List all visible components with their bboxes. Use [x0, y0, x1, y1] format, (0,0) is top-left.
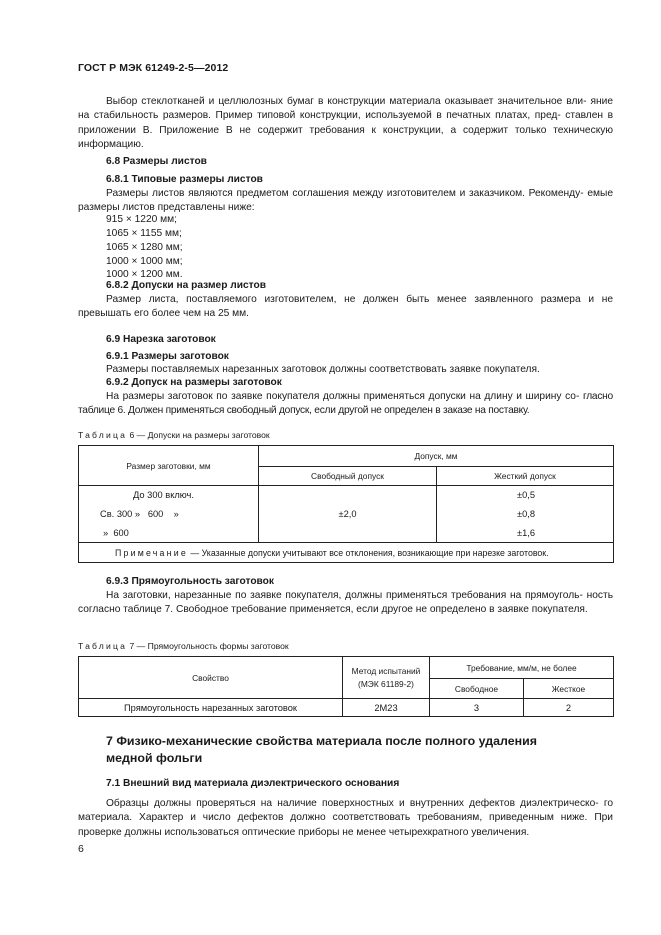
text-line: Размер листа, поставляемого изготовителем, не должен быть менее заявленного размера и не — [106, 294, 613, 305]
section-6-8-2-title: 6.8.2 Допуски на размер листов — [106, 280, 266, 291]
table-header-strict: Жесткое — [524, 679, 614, 699]
table-cell-sizes — [79, 486, 259, 543]
intro-line: техническую информацию. — [78, 124, 613, 150]
section-6-9-1-title: 6.9.1 Размеры заготовок — [106, 351, 229, 362]
table-7-caption — [78, 641, 289, 651]
caption-word: Таблица — [78, 641, 128, 651]
table-row-size: » 600 — [103, 528, 129, 538]
table-header-method — [343, 657, 430, 699]
table-6 — [78, 445, 614, 563]
text-line: На заготовки, нарезанные по заявке покупателя, должны применяться требования на прямоуголь- — [106, 590, 583, 601]
table-cell-strict: 2 — [524, 699, 614, 717]
section-6-9-1-text: Размеры поставляемых нарезанных заготовок должны соответствовать заявке покупателя. — [106, 364, 540, 375]
section-6-9-2-text — [78, 390, 613, 419]
text-line: го материала. Характер и число дефектов должно соответствовать требованиям, приведенным ниже. — [78, 798, 613, 824]
section-6-9-title: 6.9 Нарезка заготовок — [106, 334, 216, 345]
text-line: покупателя. — [531, 604, 588, 616]
table-cell-free: 3 — [430, 699, 524, 717]
section-6-9-3-text — [78, 589, 613, 618]
size-item: 1000 × 1200 мм. — [106, 269, 183, 280]
section-6-8-1-text — [78, 187, 613, 216]
text-line: превышать его более чем на 25 мм. — [78, 308, 249, 320]
table-cell-free: ±2,0 — [259, 486, 437, 543]
table-cell-strict — [437, 486, 614, 543]
intro-paragraph — [78, 95, 613, 152]
caption-text: 6 — Допуски на размеры заготовок — [127, 430, 270, 440]
document-header: ГОСТ Р МЭК 61249-2-5—2012 — [78, 62, 229, 74]
intro-line: ставлен в приложении В. Приложение В не содержит требования к конструкции, а содержит только — [78, 110, 613, 136]
table-header-property: Свойство — [79, 657, 343, 699]
caption-word: Таблица — [78, 430, 128, 440]
section-6-8-2-text — [78, 293, 613, 322]
title-line: 7 Физико-механические свойства материала после полного удаления — [106, 734, 537, 748]
text-line: гласно таблице 6. Должен применяться свободный допуск, если другой не определен в заказе на поставку. — [78, 391, 613, 417]
table-header-free: Свободное — [430, 679, 524, 699]
caption-text: 7 — Прямоугольность формы заготовок — [127, 641, 289, 651]
text-line: емые размеры листов представлены ниже: — [78, 188, 613, 214]
header-text: Метод испытаний — [351, 665, 421, 676]
section-6-9-2-title: 6.9.2 Допуск на размеры заготовок — [106, 377, 282, 388]
table-row-size: Св. 300 » 600 » — [100, 509, 179, 519]
table-6-note — [79, 543, 614, 563]
table-6-caption — [78, 430, 270, 440]
table-header-group: Требование, мм/м, не более — [430, 657, 614, 679]
intro-line: яние на стабильность размеров. Пример типовой конструкции, используемой в печатных платах, пред- — [78, 96, 613, 122]
table-header-group: Допуск, мм — [259, 446, 614, 467]
header-text: (МЭК 61189-2) — [358, 678, 414, 689]
text-line: ность согласно таблице 7. Свободное требование применяется, если другое не определено в заявке — [78, 590, 613, 616]
section-7-1-text — [78, 797, 613, 840]
section-6-9-3-title: 6.9.3 Прямоугольность заготовок — [106, 576, 275, 587]
section-6-8-1-title: 6.8.1 Типовые размеры листов — [106, 174, 263, 185]
table-header-strict: Жесткий допуск — [437, 467, 614, 486]
note-text: — Указанные допуски учитывают все отклонения, возникающие при нарезке заготовок. — [187, 547, 549, 558]
table-cell-property: Прямоугольность нарезанных заготовок — [79, 699, 343, 717]
table-row-strict: ±0,8 — [517, 509, 536, 519]
section-6-8-title: 6.8 Размеры листов — [106, 156, 207, 167]
text-line: На размеры заготовок по заявке покупателя должны применяться допуски на длину и ширину со- — [106, 391, 580, 402]
text-line: При проверке должны использоваться оптические приборы не менее четырехкратного увеличения. — [78, 812, 613, 838]
text-line: Размеры листов являются предметом соглашения между изготовителем и заказчиком. Рекоменду- — [106, 188, 584, 199]
table-cell-method: 2M23 — [343, 699, 430, 717]
section-7-title — [106, 733, 606, 766]
text-line: Образцы должны проверяться на наличие поверхностных и внутренних дефектов диэлектрическо- — [106, 798, 599, 809]
size-item: 1000 × 1000 мм; — [106, 256, 183, 267]
table-row-size: До 300 включ. — [133, 490, 194, 500]
note-word: Примечание — [115, 547, 188, 558]
table-header-free: Свободный допуск — [259, 467, 437, 486]
table-7 — [78, 656, 614, 717]
page-number: 6 — [78, 843, 84, 855]
intro-line: Выбор стеклотканей и целлюлозных бумаг в конструкции материала оказывает значительное вли- — [106, 96, 587, 107]
size-item: 1065 × 1155 мм; — [106, 228, 182, 239]
table-row-strict: ±1,6 — [517, 528, 536, 538]
size-item: 915 × 1220 мм; — [106, 214, 177, 225]
table-row-strict: ±0,5 — [517, 490, 536, 500]
size-item: 1065 × 1280 мм; — [106, 242, 183, 253]
table-header-size: Размер заготовки, мм — [79, 446, 259, 486]
section-7-1-title: 7.1 Внешний вид материала диэлектрического основания — [106, 778, 400, 789]
title-line: медной фольги — [106, 750, 203, 765]
